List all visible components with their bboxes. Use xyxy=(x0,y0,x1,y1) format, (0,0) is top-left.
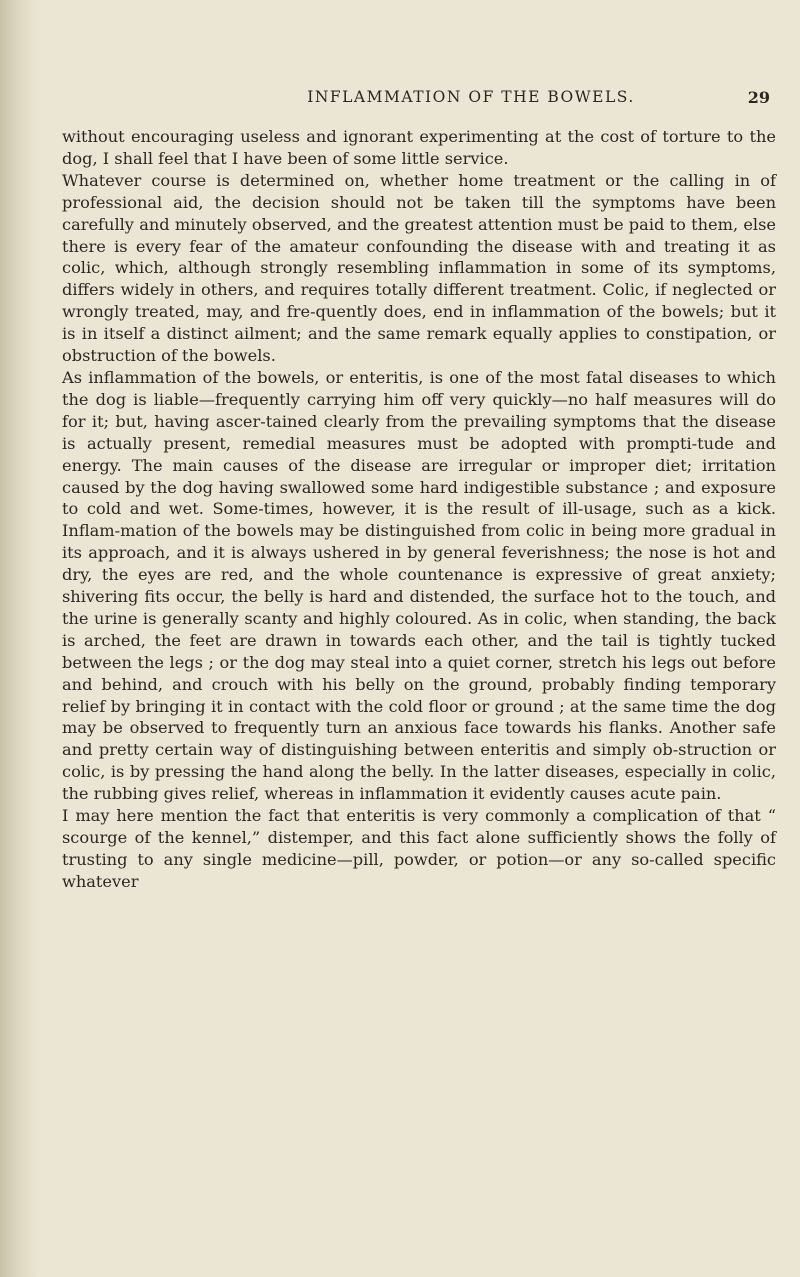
paragraph: Whatever course is determined on, whether home treatment or the calling in of professional aid, the decision should not be taken till the symptoms have been carefully and minutely observed, and the greatest attention must be paid to them, else there is every fear of the amateur confounding the disease with and treating it as colic, which, although strongly resembling inflammation in some of its symptoms, differs widely in others, and requires totally different treatment. Colic, if neglected or wrongly treated, may, and fre-quently does, end in inflammation of the bowels; but it is in itself a distinct ailment; and the same remark equally applies to constipation, or obstruction of the bowels. xyxy=(62,170,776,366)
page-number: 29 xyxy=(747,88,770,107)
body-text xyxy=(62,126,776,893)
running-title: INFLAMMATION OF THE BOWELS. xyxy=(307,88,635,106)
paragraph: I may here mention the fact that enteritis is very commonly a complication of that “ scourge of the kennel,” distemper, and this fact alone sufficiently shows the folly of trusting to any single medicine—pill, powder, or potion—or any so-called specific whatever xyxy=(62,806,776,891)
paragraph: As inflammation of the bowels, or enteritis, is one of the most fatal diseases to which the dog is liable—frequently carrying him off very quickly—no half measures will do for it; but, having ascer-tained clearly from the prevailing symptoms that the disease is actually present, remedial measures must be adopted with prompti-tude and energy. The main causes of the disease are irregular or improper diet; irritation caused by the dog having swallowed some hard indigestible substance ; and exposure to cold and wet. Some-times, however, it is the result of ill-usage, such as a kick. Inflam-mation of the bowels may be distinguished from colic in being more gradual in its approach, and it is always ushered in by general feverishness; the nose is hot and dry, the eyes are red, and the whole countenance is expressive of great anxiety; shivering fits occur, the belly is hard and distended, the surface hot to the touch, and the urine is generally scanty and highly coloured. As in colic, when standing, the back is arched, the feet are drawn in towards each other, and the tail is tightly tucked between the legs ; or the dog may steal into a quiet corner, stretch his legs out before and behind, and crouch with his belly on the ground, probably finding temporary relief by bringing it in contact with the cold floor or ground ; at the same time the dog may be observed to frequently turn an anxious face towards his flanks. Another safe and pretty certain way of distinguishing between enteritis and simply ob-struction or colic, is by pressing the hand along the belly. In the latter diseases, especially in colic, the rubbing gives relief, whereas in inflammation it evidently causes acute pain. xyxy=(62,367,776,804)
page-edge-shadow xyxy=(0,0,40,1277)
page-header xyxy=(62,88,770,112)
paragraph: without encouraging useless and ignorant experimenting at the cost of torture to the dog, I shall feel that I have been of some little service. xyxy=(62,127,776,168)
